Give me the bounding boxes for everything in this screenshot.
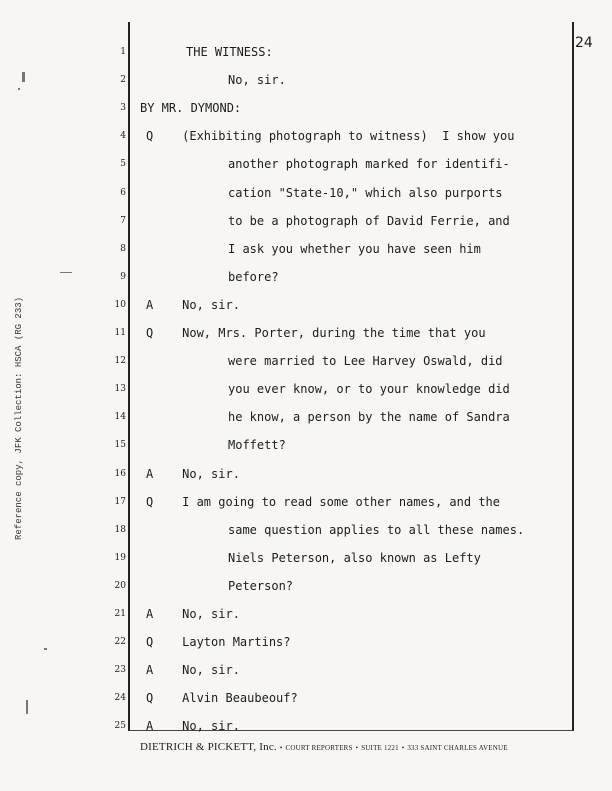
line-number: 9 <box>120 271 126 282</box>
transcript-line: BY MR. DYMOND: <box>140 101 242 116</box>
line-number: 24 <box>114 693 126 704</box>
transcript-line: Q (Exhibiting photograph to witness) I show you <box>146 129 515 144</box>
line-number: 7 <box>120 215 126 226</box>
scan-speck <box>26 700 28 714</box>
transcript-line: before? <box>228 269 279 284</box>
footer-label-address: 333 SAINT CHARLES AVENUE <box>407 744 508 752</box>
transcript-line: A No, sir. <box>146 719 240 734</box>
transcript-line: Peterson? <box>228 578 294 593</box>
transcript-line: No, sir. <box>228 73 286 88</box>
line-number: 19 <box>114 552 126 563</box>
line-number: 15 <box>114 440 126 451</box>
footer-separator: • <box>401 744 405 752</box>
line-number: 22 <box>114 637 126 648</box>
transcript-line: THE WITNESS: <box>186 45 273 59</box>
line-number: 2 <box>120 75 126 86</box>
transcript-line: cation "State-10," which also purports <box>228 185 503 200</box>
footer-separator: • <box>355 744 359 752</box>
line-number: 4 <box>120 131 126 142</box>
scan-speck <box>18 88 20 90</box>
line-number: 6 <box>120 187 126 198</box>
transcript-line: Q Alvin Beaubeouf? <box>146 691 298 706</box>
transcript-line: you ever know, or to your knowledge did <box>228 382 510 397</box>
transcript-line: same question applies to all these names. <box>228 522 525 537</box>
page-number: 24 <box>575 35 593 51</box>
line-number: 16 <box>114 468 126 479</box>
transcript-line: A No, sir. <box>146 466 240 481</box>
line-number: 3 <box>120 103 126 114</box>
scan-speck <box>60 272 72 273</box>
line-number: 13 <box>114 384 126 395</box>
scan-speck <box>44 648 47 650</box>
scan-speck <box>22 72 25 82</box>
line-number: 5 <box>120 159 126 170</box>
line-number: 20 <box>114 580 126 591</box>
transcript-line: Moffett? <box>228 438 286 453</box>
transcript-line: were married to Lee Harvey Oswald, did <box>228 354 503 369</box>
line-number: 11 <box>114 328 126 338</box>
line-number: 12 <box>114 356 126 367</box>
line-number: 8 <box>120 243 126 254</box>
transcript-line: he know, a person by the name of Sandra <box>228 410 510 425</box>
transcript-line: Q Now, Mrs. Porter, during the time that you <box>146 326 486 340</box>
transcript-line: Q Layton Martins? <box>146 635 291 650</box>
transcript-line: another photograph marked for identifi- <box>228 157 510 172</box>
line-number: 10 <box>114 299 126 310</box>
line-number: 18 <box>114 524 126 535</box>
line-number: 14 <box>114 412 126 423</box>
reporter-footer <box>140 741 508 753</box>
footer-label-court-reporters: COURT REPORTERS <box>285 744 353 752</box>
line-number: 21 <box>114 609 126 619</box>
transcript-line: A No, sir. <box>146 607 240 621</box>
line-number: 17 <box>114 496 126 507</box>
transcript-line: Q I am going to read some other names, and the <box>146 494 501 509</box>
firm-name: DIETRICH & PICKETT, Inc. <box>140 741 277 753</box>
line-number: 23 <box>114 665 126 676</box>
transcript-line: A No, sir. <box>146 297 240 312</box>
transcript-line: I ask you whether you have seen him <box>228 241 481 256</box>
transcript-line: A No, sir. <box>146 663 240 678</box>
archive-stamp: Reference copy, JFK Collection: HSCA (RG 233) <box>14 296 24 540</box>
transcript-line: to be a photograph of David Ferrie, and <box>228 213 510 228</box>
line-number: 25 <box>114 721 126 732</box>
footer-label-suite: SUITE 1221 <box>361 744 399 752</box>
line-number: 1 <box>120 47 126 57</box>
transcript-line: Niels Peterson, also known as Lefty <box>228 550 481 565</box>
footer-separator: • <box>279 744 283 752</box>
